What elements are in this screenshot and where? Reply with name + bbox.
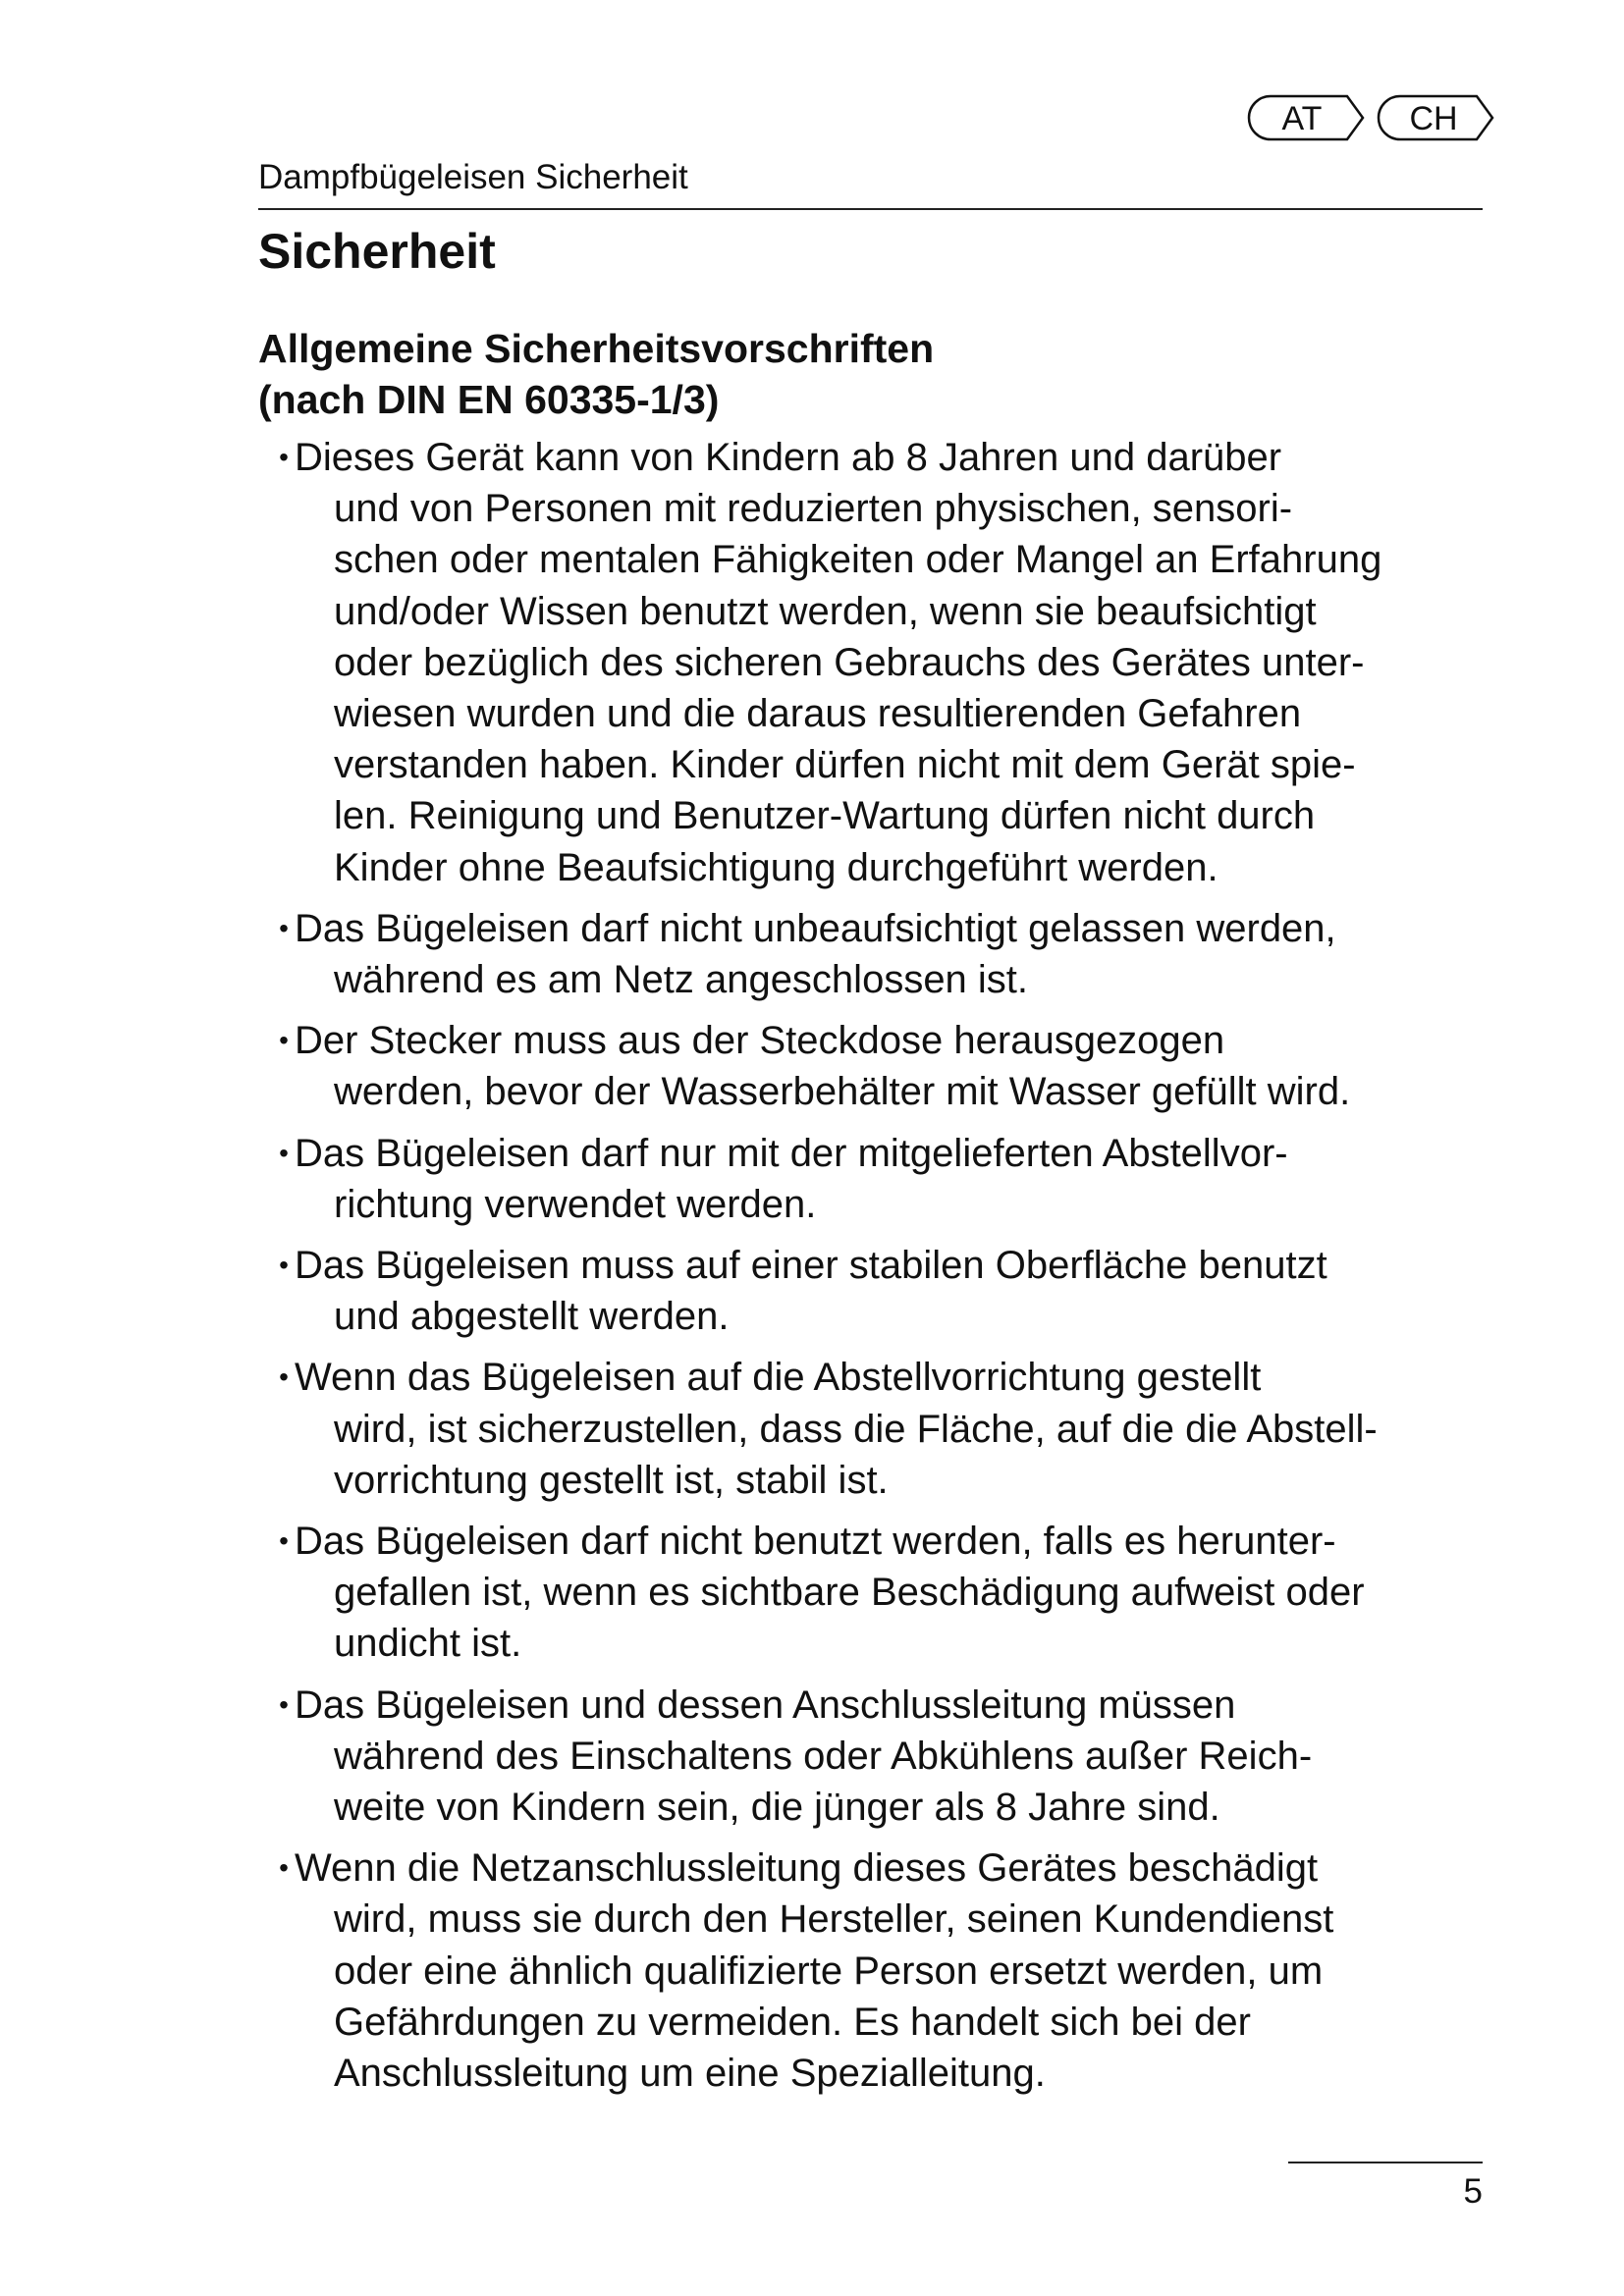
- running-header-title: Dampfbügeleisen Sicherheit: [258, 158, 688, 196]
- list-item-text-line: Der Stecker muss aus der Steckdose herausgezogen: [295, 1019, 1225, 1063]
- list-item-text-line: Anschlussleitung um eine Spezialleitung.: [334, 2052, 1046, 2096]
- list-item-text-line: undicht ist.: [334, 1622, 522, 1666]
- list-item-text-line: Wenn das Bügeleisen auf die Abstellvorrichtung gestellt: [295, 1356, 1262, 1400]
- list-item: [273, 903, 1490, 1005]
- list-item-text-line: Das Bügeleisen und dessen Anschlussleitung müssen: [295, 1682, 1236, 1727]
- bullet-icon: •: [279, 1688, 289, 1720]
- list-item-text-line: oder eine ähnlich qualifizierte Person ersetzt werden, um: [334, 1949, 1324, 1993]
- bullet-icon: •: [279, 442, 289, 472]
- bullet-icon: •: [279, 1362, 289, 1393]
- list-item: [273, 1352, 1490, 1506]
- list-item-text-line: gefallen ist, wenn es sichtbare Beschädigung aufweist oder: [334, 1571, 1365, 1615]
- list-item-text-line: weite von Kindern sein, die jünger als 8 Jahre sind.: [334, 1786, 1220, 1830]
- country-badges: [1245, 93, 1496, 142]
- list-item-text-line: Wenn die Netzanschlussleitung dieses Gerätes beschädigt: [295, 1846, 1319, 1891]
- list-item-text-line: wird, muss sie durch den Hersteller, seinen Kundendienst: [334, 1897, 1334, 1942]
- list-item-text-line: und von Personen mit reduzierten physischen, sensori-: [334, 487, 1293, 531]
- list-item-text-line: wird, ist sicherzustellen, dass die Fläche, auf die die Abstell-: [334, 1407, 1378, 1451]
- footer-rule: [1288, 2162, 1483, 2163]
- country-badge-ch-label: CH: [1409, 100, 1458, 137]
- list-item: [273, 1680, 1490, 1834]
- list-item-text-line: während es am Netz angeschlossen ist.: [334, 958, 1029, 1002]
- bullet-icon: •: [279, 912, 289, 943]
- list-item: [273, 1516, 1490, 1670]
- list-item-text-line: Dieses Gerät kann von Kindern ab 8 Jahren und darüber: [295, 436, 1282, 479]
- list-item-text-line: richtung verwendet werden.: [334, 1182, 817, 1226]
- bullet-icon: •: [279, 1025, 289, 1056]
- country-badge-at-label: AT: [1281, 100, 1323, 137]
- country-badge-at: [1249, 96, 1363, 139]
- header-rule: [258, 208, 1483, 210]
- list-item-text-line: und abgestellt werden.: [334, 1295, 730, 1339]
- page-number: 5: [1463, 2172, 1483, 2211]
- list-item-text-line: während des Einschaltens oder Abkühlens außer Reich-: [334, 1734, 1313, 1778]
- section-heading: [258, 323, 934, 425]
- list-item: [273, 432, 1490, 893]
- list-item: [273, 1240, 1490, 1342]
- list-item: [273, 1015, 1490, 1117]
- list-item-text-line: und/oder Wissen benutzt werden, wenn sie beaufsichtigt: [334, 589, 1317, 633]
- list-item-text-line: oder bezüglich des sicheren Gebrauchs des Gerätes unter-: [334, 640, 1365, 684]
- list-item-text-line: Das Bügeleisen darf nicht benutzt werden, falls es herunter-: [295, 1520, 1336, 1564]
- list-item-text-line: Das Bügeleisen muss auf einer stabilen Oberfläche benutzt: [295, 1244, 1327, 1288]
- bullet-icon: •: [279, 1137, 289, 1168]
- list-item: [273, 1128, 1490, 1230]
- section-heading-line: (nach DIN EN 60335-1/3): [258, 377, 720, 422]
- safety-rules-list: [273, 432, 1490, 2109]
- list-item-text-line: Das Bügeleisen darf nur mit der mitgelieferten Abstellvor-: [295, 1131, 1288, 1175]
- page-title: Sicherheit: [258, 224, 496, 279]
- list-item-text-line: wiesen wurden und die daraus resultierenden Gefahren: [334, 692, 1302, 736]
- list-item-text-line: werden, bevor der Wasserbehälter mit Wasser gefüllt wird.: [334, 1070, 1351, 1114]
- list-item-text-line: schen oder mentalen Fähigkeiten oder Mangel an Erfahrung: [334, 538, 1382, 582]
- bullet-icon: •: [279, 1525, 289, 1557]
- country-badge-ch: [1379, 96, 1492, 139]
- list-item: [273, 1842, 1490, 2099]
- list-item-text-line: len. Reinigung und Benutzer-Wartung dürfen nicht durch: [334, 794, 1316, 838]
- list-item-text-line: Kinder ohne Beaufsichtigung durchgeführt werden.: [334, 845, 1218, 889]
- list-item-text-line: vorrichtung gestellt ist, stabil ist.: [334, 1458, 889, 1502]
- bullet-icon: •: [279, 1250, 289, 1281]
- country-badges-graphic: [1245, 93, 1496, 142]
- section-heading-line: Allgemeine Sicherheitsvorschriften: [258, 326, 935, 371]
- bullet-icon: •: [279, 1852, 289, 1884]
- list-item-text-line: Gefährdungen zu vermeiden. Es handelt sich bei der: [334, 2000, 1251, 2044]
- list-item-text-line: verstanden haben. Kinder dürfen nicht mit dem Gerät spie-: [334, 743, 1356, 787]
- list-item-text-line: Das Bügeleisen darf nicht unbeaufsichtigt gelassen werden,: [295, 906, 1336, 950]
